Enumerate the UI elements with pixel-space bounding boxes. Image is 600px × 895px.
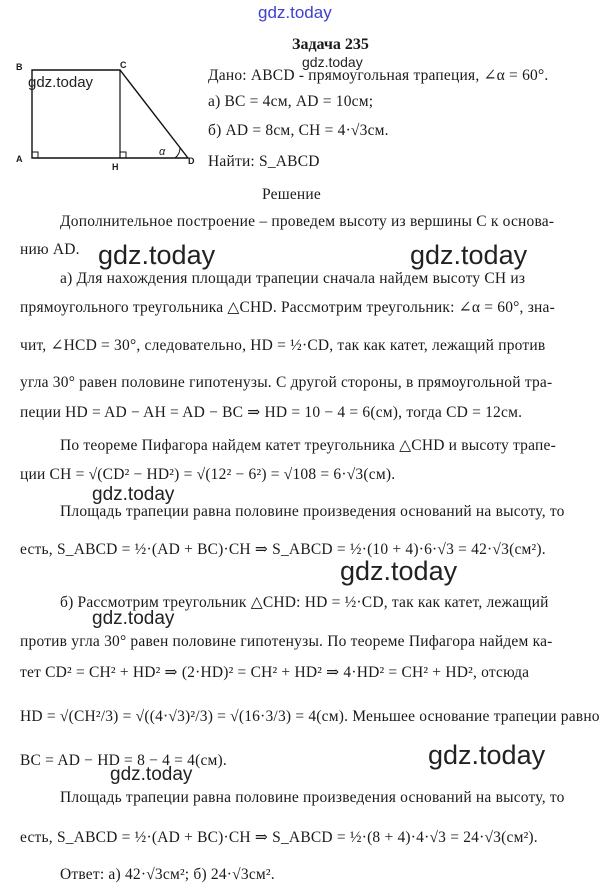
right-angle-a [32, 152, 38, 158]
watermark: gdz.today [92, 484, 175, 505]
watermark: gdz.today [98, 240, 216, 270]
watermark: gdz.today [110, 764, 193, 785]
given-line: а) BC = 4см, AD = 10см; [208, 93, 374, 110]
problem-title: Задача 235 [292, 36, 369, 53]
vertex-d-label: D [188, 156, 195, 166]
trapezoid-diagram [14, 60, 200, 172]
solution-line: Дополнительное построение – проведем высоту из вершины C к основа- [60, 213, 555, 230]
solution-line: против угла 30° равен половине гипотенузы. По теореме Пифагора найдем ка- [20, 633, 553, 650]
vertex-b-label: B [16, 62, 23, 72]
vertex-a-label: A [16, 154, 23, 164]
solution-line: тет CD² = CH² + HD² ⇒ (2·HD)² = CH² + HD² ⇒ 4·HD² = CH² + HD², отсюда [20, 664, 530, 681]
solution-line: BC = AD − HD = 8 − 4 = 4(см). [20, 752, 227, 769]
angle-alpha-arc [175, 148, 180, 158]
solution-line: пеции HD = AD − AH = AD − BC ⇒ HD = 10 − 4 = 6(см), тогда CD = 12см. [20, 404, 523, 421]
vertex-c-label: C [120, 60, 127, 70]
watermark: gdz.today [92, 608, 175, 629]
find-line: Найти: S_ABCD [208, 153, 320, 170]
solution-line: Площадь трапеции равна половине произведения оснований на высоту, то [60, 789, 565, 806]
solution-line: есть, S_ABCD = ½·(AD + BC)·CH ⇒ S_ABCD = ½·(10 + 4)·6·√3 = 42·√3(см²). [20, 541, 546, 558]
solution-line: нию AD. [20, 241, 80, 258]
solution-line: есть, S_ABCD = ½·(AD + BC)·CH ⇒ S_ABCD = ½·(8 + 4)·4·√3 = 24·√3(см²). [20, 829, 538, 846]
solution-line: Площадь трапеции равна половине произведения оснований на высоту, то [60, 503, 565, 520]
given-line: Дано: ABCD - прямоугольная трапеция, ∠α = 60°. [208, 67, 549, 84]
solution-line: чит, ∠HCD = 30°, следовательно, HD = ½·CD, так как катет, лежащий против [20, 337, 546, 354]
watermark-diagram: gdz.today [28, 74, 94, 91]
solution-line: прямоугольного треугольника △CHD. Рассмотрим треугольник: ∠α = 60°, зна- [20, 299, 555, 316]
solution-heading: Решение [262, 186, 321, 203]
solution-line: угла 30° равен половине гипотенузы. С другой стороны, в прямоугольной тра- [20, 374, 553, 391]
solution-line: б) Рассмотрим треугольник △CHD: HD = ½·CD, так как катет, лежащий [60, 594, 549, 611]
watermark-top: gdz.today [258, 3, 332, 22]
vertex-h-label: H [112, 162, 119, 172]
solution-line: ции CH = √(CD² − HD²) = √(12² − 6²) = √108 = 6·√3(см). [20, 466, 396, 483]
watermark: gdz.today [340, 556, 458, 586]
watermark: gdz.today [428, 740, 546, 770]
solution-line: По теореме Пифагора найдем катет треугольника △CHD и высоту трапе- [60, 437, 556, 454]
watermark-header: gdz.today [302, 54, 363, 70]
given-line: б) AD = 8см, CH = 4·√3см. [208, 122, 389, 139]
watermark: gdz.today [410, 240, 528, 270]
angle-alpha-label: α [159, 146, 166, 158]
solution-line: HD = √(CH²/3) = √((4·√3)²/3) = √(16·3/3) = 4(см). Меньшее основание трапеции равно [20, 708, 600, 725]
answer-line: Ответ: а) 42·√3см²; б) 24·√3см². [60, 866, 275, 883]
solution-line: а) Для нахождения площади трапеции сначала найдем высоту CH из [60, 270, 526, 287]
right-angle-h [120, 152, 126, 158]
